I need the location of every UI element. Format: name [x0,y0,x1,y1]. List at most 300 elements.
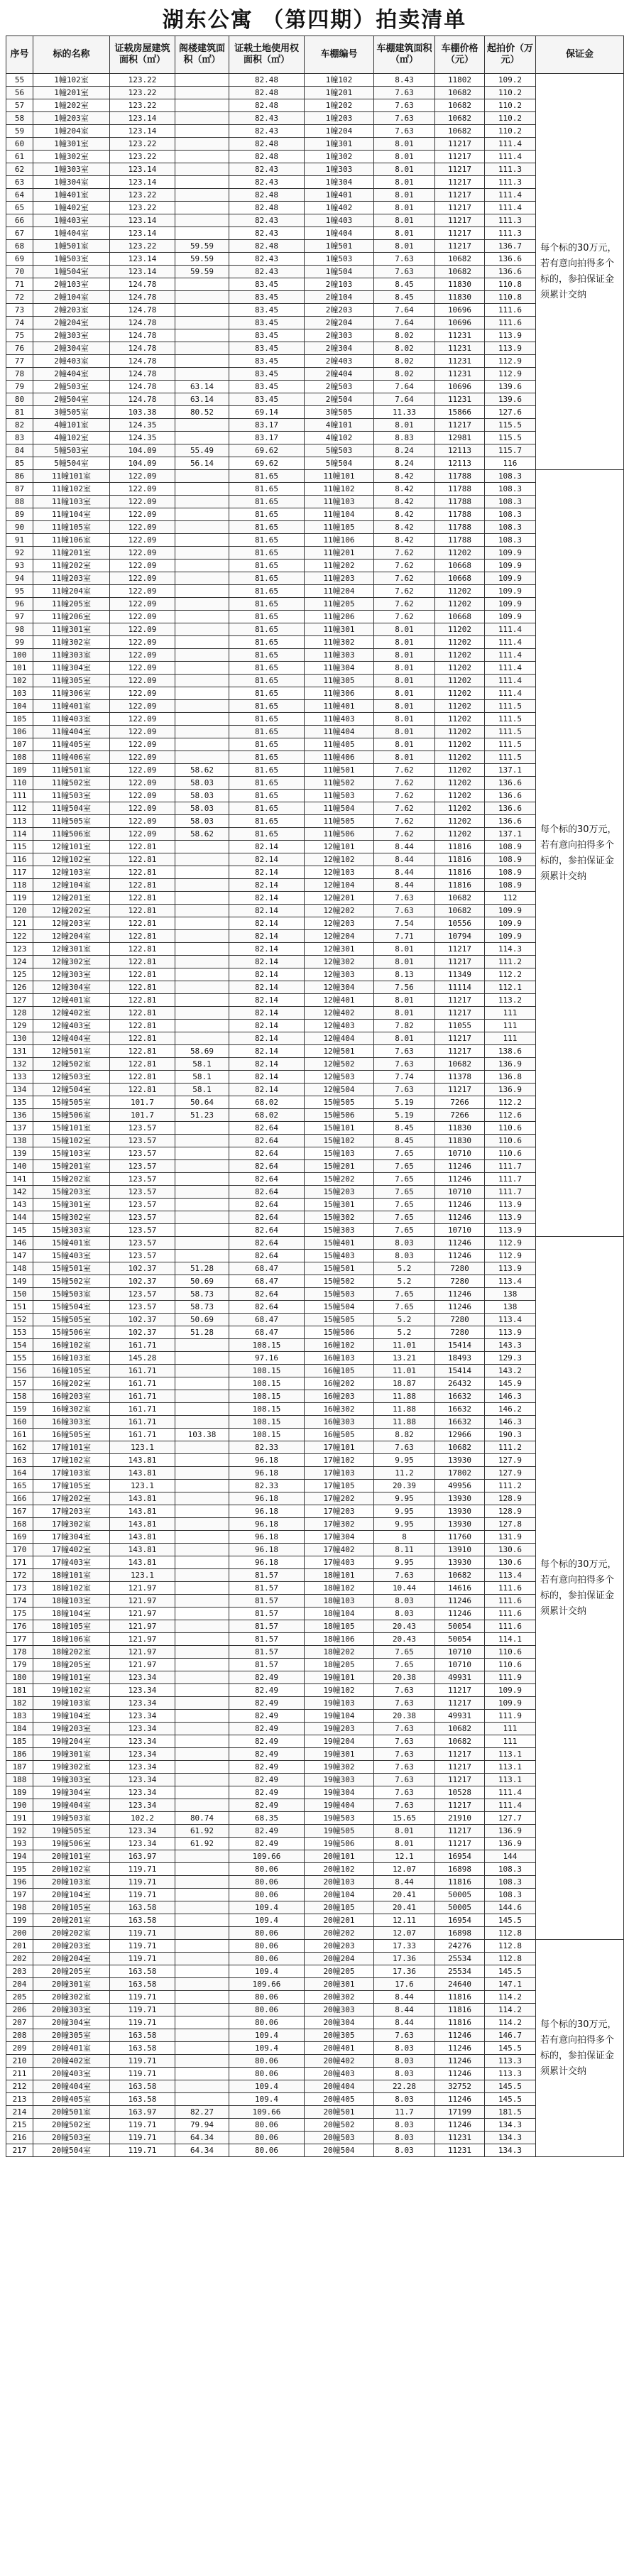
row-attic-area [175,879,229,892]
row-building-area: 119.71 [110,2055,175,2068]
row-index: 103 [6,687,33,700]
row-unit-name: 15幢504室 [33,1301,110,1314]
row-attic-area [175,1007,229,1020]
row-attic-area [175,342,229,355]
row-attic-area [175,981,229,994]
row-shed-number: 18幢202 [305,1646,374,1659]
row-building-area: 123.57 [110,1147,175,1160]
row-index: 147 [6,1250,33,1262]
row-index: 164 [6,1467,33,1480]
row-start-price: 111 [485,1020,536,1032]
table-row [6,751,624,764]
row-shed-price: 25534 [435,1965,485,1978]
row-land-area: 81.65 [229,547,305,560]
row-building-area: 103.38 [110,406,175,419]
row-land-area: 96.18 [229,1467,305,1480]
table-row [6,675,624,687]
row-index: 140 [6,1160,33,1173]
row-land-area: 81.65 [229,738,305,751]
row-building-area: 122.81 [110,981,175,994]
row-index: 204 [6,1978,33,1991]
row-shed-area: 11.88 [374,1403,435,1416]
row-unit-name: 1幢202室 [33,99,110,112]
row-start-price: 110.8 [485,291,536,304]
row-shed-number: 16幢302 [305,1403,374,1416]
row-index: 120 [6,905,33,917]
row-shed-price: 11217 [435,994,485,1007]
row-building-area: 123.57 [110,1160,175,1173]
row-start-price: 190.3 [485,1429,536,1441]
row-shed-area: 8.44 [374,1876,435,1889]
row-shed-number: 12幢304 [305,981,374,994]
row-shed-number: 11幢505 [305,815,374,828]
row-unit-name: 20幢305室 [33,2029,110,2042]
row-shed-price: 11202 [435,828,485,841]
row-start-price: 113.2 [485,994,536,1007]
row-building-area: 145.28 [110,1352,175,1365]
row-attic-area [175,1416,229,1429]
row-unit-name: 11幢201室 [33,547,110,560]
table-row [6,713,624,726]
row-attic-area [175,112,229,125]
row-index: 124 [6,956,33,968]
row-index: 139 [6,1147,33,1160]
row-attic-area [175,994,229,1007]
row-index: 144 [6,1211,33,1224]
row-unit-name: 17幢403室 [33,1556,110,1569]
row-shed-number: 15幢403 [305,1250,374,1262]
row-shed-price: 16898 [435,1863,485,1876]
row-shed-area: 7.62 [374,572,435,585]
row-land-area: 81.65 [229,726,305,738]
row-start-price: 110.2 [485,125,536,138]
row-index: 128 [6,1007,33,1020]
table-row [6,1825,624,1838]
row-index: 153 [6,1326,33,1339]
row-shed-price: 11246 [435,1211,485,1224]
table-row [6,815,624,828]
row-building-area: 161.71 [110,1390,175,1403]
row-shed-price: 15414 [435,1339,485,1352]
row-shed-number: 19幢505 [305,1825,374,1838]
row-attic-area: 61.92 [175,1838,229,1850]
row-shed-number: 15幢202 [305,1173,374,1186]
row-attic-area: 58.1 [175,1084,229,1096]
auction-table [6,36,624,2157]
row-unit-name: 16幢203室 [33,1390,110,1403]
row-shed-price: 13930 [435,1492,485,1505]
row-index: 150 [6,1288,33,1301]
row-shed-price: 11349 [435,968,485,981]
row-start-price: 130.6 [485,1544,536,1556]
row-land-area: 83.45 [229,278,305,291]
row-shed-area: 7.64 [374,304,435,317]
row-unit-name: 16幢202室 [33,1377,110,1390]
row-index: 71 [6,278,33,291]
row-start-price: 108.3 [485,1863,536,1876]
row-land-area: 109.4 [229,2093,305,2106]
row-land-area: 81.65 [229,636,305,649]
row-shed-number: 18幢106 [305,1633,374,1646]
row-land-area: 80.06 [229,1940,305,1953]
row-start-price: 108.3 [485,508,536,521]
row-shed-price: 11816 [435,2016,485,2029]
row-index: 215 [6,2119,33,2132]
row-building-area: 123.22 [110,87,175,99]
table-row [6,1863,624,1876]
table-row [6,1620,624,1633]
deposit-note: 每个标的30万元，若有意向拍得多个标的，参拍保证金须累计交纳 [536,74,624,470]
row-attic-area [175,1556,229,1569]
row-index: 65 [6,202,33,214]
row-land-area: 109.4 [229,1914,305,1927]
table-row [6,1084,624,1096]
row-start-price: 115.7 [485,444,536,457]
row-land-area: 81.65 [229,521,305,534]
row-shed-area: 8.01 [374,636,435,649]
row-land-area: 81.57 [229,1620,305,1633]
row-attic-area [175,2016,229,2029]
page-title: 湖东公寓 （第四期）拍卖清单 [162,8,467,33]
row-attic-area [175,534,229,547]
row-attic-area [175,841,229,853]
row-shed-number: 11幢405 [305,738,374,751]
row-unit-name: 20幢401室 [33,2042,110,2055]
row-shed-number: 18幢101 [305,1569,374,1582]
table-row [6,214,624,227]
row-unit-name: 12幢201室 [33,892,110,905]
row-attic-area: 58.03 [175,802,229,815]
row-index: 142 [6,1186,33,1199]
row-shed-number: 20幢503 [305,2132,374,2144]
row-shed-price: 11830 [435,1135,485,1147]
row-start-price: 112.9 [485,1237,536,1250]
row-building-area: 143.81 [110,1505,175,1518]
row-index: 95 [6,585,33,598]
row-shed-price: 50054 [435,1620,485,1633]
row-attic-area: 64.34 [175,2132,229,2144]
row-attic-area [175,496,229,508]
row-building-area: 122.09 [110,713,175,726]
row-shed-number: 1幢402 [305,202,374,214]
row-land-area: 82.43 [229,266,305,278]
row-shed-area: 7.62 [374,777,435,790]
row-land-area: 82.14 [229,968,305,981]
table-row [6,636,624,649]
row-attic-area [175,1390,229,1403]
row-shed-number: 20幢205 [305,1965,374,1978]
row-shed-area: 8.01 [374,419,435,432]
row-attic-area [175,125,229,138]
table-row [6,1429,624,1441]
table-row [6,1991,624,2004]
row-start-price: 112.9 [485,368,536,381]
row-shed-area: 8.01 [374,994,435,1007]
row-shed-number: 18幢103 [305,1595,374,1608]
row-attic-area [175,1940,229,1953]
row-attic-area [175,1684,229,1697]
row-shed-number: 12幢403 [305,1020,374,1032]
row-unit-name: 2幢204室 [33,317,110,329]
row-index: 216 [6,2132,33,2144]
row-start-price: 112.2 [485,968,536,981]
row-index: 208 [6,2029,33,2042]
row-index: 205 [6,1991,33,2004]
table-row [6,764,624,777]
row-unit-name: 11幢404室 [33,726,110,738]
row-land-area: 80.06 [229,2055,305,2068]
row-building-area: 143.81 [110,1531,175,1544]
row-index: 63 [6,176,33,189]
row-building-area: 122.81 [110,892,175,905]
row-index: 138 [6,1135,33,1147]
row-shed-number: 11幢503 [305,790,374,802]
row-shed-area: 5.2 [374,1314,435,1326]
row-shed-price: 10682 [435,253,485,266]
row-attic-area: 58.03 [175,790,229,802]
row-shed-area: 17.6 [374,1978,435,1991]
row-attic-area [175,700,229,713]
row-shed-area: 7.63 [374,1799,435,1812]
row-start-price: 145.9 [485,1377,536,1390]
row-building-area: 124.78 [110,368,175,381]
table-row [6,1710,624,1723]
table-row [6,777,624,790]
row-unit-name: 11幢306室 [33,687,110,700]
row-shed-price: 11217 [435,1684,485,1697]
row-land-area: 82.14 [229,892,305,905]
row-land-area: 82.64 [229,1186,305,1199]
row-start-price: 114.2 [485,2016,536,2029]
row-unit-name: 11幢206室 [33,611,110,623]
row-index: 87 [6,483,33,496]
row-index: 122 [6,930,33,943]
row-building-area: 123.57 [110,1301,175,1314]
row-shed-area: 8.01 [374,1007,435,1020]
row-shed-number: 12幢301 [305,943,374,956]
table-row [6,1531,624,1544]
table-row [6,1518,624,1531]
row-shed-price: 11788 [435,483,485,496]
row-shed-number: 20幢403 [305,2068,374,2080]
row-land-area: 82.14 [229,905,305,917]
row-start-price: 139.6 [485,381,536,393]
row-index: 108 [6,751,33,764]
row-unit-name: 18幢102室 [33,1582,110,1595]
table-row [6,994,624,1007]
row-land-area: 82.33 [229,1441,305,1454]
auction-list-page [6,0,623,2157]
table-row [6,521,624,534]
row-shed-number: 2幢303 [305,329,374,342]
row-shed-price: 11217 [435,419,485,432]
row-start-price: 146.7 [485,2029,536,2042]
row-attic-area [175,1199,229,1211]
row-shed-area: 20.39 [374,1480,435,1492]
row-start-price: 111.4 [485,623,536,636]
row-shed-price: 10556 [435,917,485,930]
row-shed-area: 5.2 [374,1275,435,1288]
row-land-area: 96.18 [229,1492,305,1505]
row-unit-name: 20幢102室 [33,1863,110,1876]
row-start-price: 111.2 [485,956,536,968]
row-land-area: 68.02 [229,1096,305,1109]
row-attic-area: 55.49 [175,444,229,457]
row-start-price: 136.9 [485,1084,536,1096]
row-land-area: 80.06 [229,2144,305,2157]
row-shed-area: 8.44 [374,866,435,879]
row-shed-number: 19幢102 [305,1684,374,1697]
row-shed-price: 10710 [435,1646,485,1659]
header-building-area: 证载房屋建筑面积（㎡） [110,36,175,74]
row-start-price: 110.2 [485,112,536,125]
row-land-area: 81.65 [229,777,305,790]
row-shed-area: 7.65 [374,1659,435,1671]
row-unit-name: 20幢103室 [33,1876,110,1889]
row-shed-area: 7.71 [374,930,435,943]
row-shed-price: 10696 [435,304,485,317]
row-land-area: 81.65 [229,496,305,508]
row-index: 75 [6,329,33,342]
row-unit-name: 5幢504室 [33,457,110,470]
row-unit-name: 15幢506室 [33,1326,110,1339]
row-shed-area: 7.63 [374,1697,435,1710]
row-shed-area: 7.62 [374,598,435,611]
row-attic-area [175,1160,229,1173]
row-start-price: 143.3 [485,1339,536,1352]
row-building-area: 122.81 [110,956,175,968]
row-attic-area [175,1761,229,1774]
row-index: 77 [6,355,33,368]
row-start-price: 111.9 [485,1710,536,1723]
row-shed-number: 5幢504 [305,457,374,470]
row-shed-price: 10682 [435,1058,485,1071]
table-row [6,1799,624,1812]
row-unit-name: 15幢303室 [33,1224,110,1237]
row-shed-area: 7.63 [374,1569,435,1582]
row-attic-area [175,1850,229,1863]
row-start-price: 113.9 [485,342,536,355]
row-building-area: 123.14 [110,112,175,125]
row-index: 104 [6,700,33,713]
row-shed-area: 8.11 [374,1544,435,1556]
row-attic-area [175,74,229,87]
row-start-price: 111.4 [485,636,536,649]
row-shed-price: 11217 [435,240,485,253]
row-index: 207 [6,2016,33,2029]
row-start-price: 111.4 [485,189,536,202]
row-index: 113 [6,815,33,828]
row-shed-area: 11.33 [374,406,435,419]
table-row [6,1390,624,1403]
row-shed-number: 1幢401 [305,189,374,202]
row-shed-price: 11217 [435,151,485,163]
row-shed-area: 8.03 [374,2093,435,2106]
row-shed-price: 11202 [435,649,485,662]
table-row [6,227,624,240]
row-start-price: 109.9 [485,547,536,560]
row-shed-area: 8.44 [374,879,435,892]
row-building-area: 123.57 [110,1186,175,1199]
row-shed-number: 20幢204 [305,1953,374,1965]
row-land-area: 82.64 [229,1173,305,1186]
row-land-area: 81.65 [229,815,305,828]
row-building-area: 123.34 [110,1825,175,1838]
row-land-area: 81.65 [229,508,305,521]
row-start-price: 113.1 [485,1774,536,1786]
row-index: 83 [6,432,33,444]
row-land-area: 81.65 [229,611,305,623]
row-shed-number: 11幢303 [305,649,374,662]
row-unit-name: 12幢204室 [33,930,110,943]
row-attic-area [175,598,229,611]
row-index: 121 [6,917,33,930]
row-shed-number: 15幢506 [305,1326,374,1339]
row-attic-area [175,432,229,444]
row-unit-name: 18幢205室 [33,1659,110,1671]
row-land-area: 81.65 [229,764,305,777]
row-shed-area: 8.02 [374,355,435,368]
row-building-area: 123.22 [110,151,175,163]
row-start-price: 136.6 [485,790,536,802]
row-start-price: 111.7 [485,1173,536,1186]
row-unit-name: 20幢202室 [33,1927,110,1940]
table-row [6,1224,624,1237]
row-unit-name: 12幢103室 [33,866,110,879]
row-shed-price: 11788 [435,521,485,534]
row-start-price: 109.9 [485,585,536,598]
row-attic-area [175,483,229,496]
row-shed-price: 11246 [435,1160,485,1173]
table-row [6,1774,624,1786]
row-start-price: 113.9 [485,1211,536,1224]
row-building-area: 163.97 [110,1850,175,1863]
row-building-area: 163.58 [110,1914,175,1927]
row-land-area: 82.49 [229,1710,305,1723]
row-shed-area: 17.33 [374,1940,435,1953]
row-index: 195 [6,1863,33,1876]
row-attic-area [175,1531,229,1544]
row-shed-area: 7.63 [374,1058,435,1071]
row-shed-area: 7.62 [374,764,435,777]
row-shed-area: 7.63 [374,1045,435,1058]
row-attic-area [175,1441,229,1454]
header-index: 序号 [6,36,33,74]
table-row [6,726,624,738]
table-row [6,189,624,202]
table-row [6,1697,624,1710]
row-shed-price: 11217 [435,202,485,214]
row-unit-name: 20幢403室 [33,2068,110,2080]
row-shed-area: 7.63 [374,253,435,266]
row-building-area: 119.71 [110,2068,175,2080]
row-shed-area: 8.44 [374,2004,435,2016]
row-land-area: 80.06 [229,2068,305,2080]
row-shed-number: 1幢102 [305,74,374,87]
row-attic-area [175,2004,229,2016]
row-shed-number: 18幢102 [305,1582,374,1595]
table-row [6,202,624,214]
row-index: 117 [6,866,33,879]
row-start-price: 109.2 [485,74,536,87]
row-building-area: 123.14 [110,253,175,266]
row-unit-name: 15幢302室 [33,1211,110,1224]
row-unit-name: 12幢504室 [33,1084,110,1096]
row-attic-area [175,853,229,866]
row-shed-number: 11幢106 [305,534,374,547]
row-start-price: 113.4 [485,1569,536,1582]
table-row [6,304,624,317]
